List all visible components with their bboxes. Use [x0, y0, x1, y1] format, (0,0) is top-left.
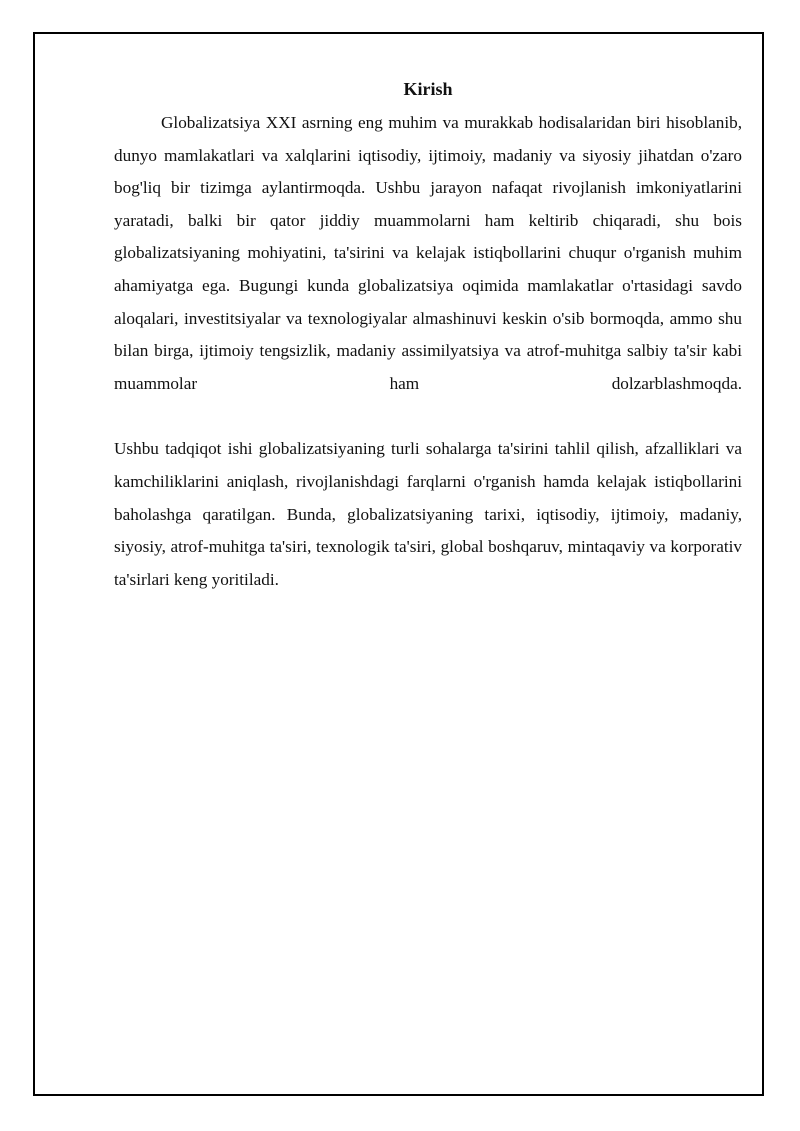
paragraph-spacer [114, 400, 742, 433]
document-body [114, 72, 742, 596]
document-title: Kirish [403, 79, 453, 99]
paragraph-research-aim: Ushbu tadqiqot ishi globalizatsiyaning turli sohalarga ta'sirini tahlil qilish, afzalliklari va kamchiliklarini aniqlash, rivojlanishdagi farqlarni o'rganish hamda kelajak istiqbollarini baholashga qaratilgan. Bunda, globalizatsiyaning tarixi, iqtisodiy, ijtimoiy, madaniy, siyosiy, atrof-muhitga ta'siri, texnologik ta'siri, global boshqaruv, mintaqaviy va korporativ ta'sirlari keng yoritiladi. [114, 439, 742, 589]
paragraph-intro: Globalizatsiya XXI asrning eng muhim va murakkab hodisalaridan biri hisoblanib, dunyo mamlakatlari va xalqlarini iqtisodiy, ijtimoiy, madaniy va siyosiy jihatdan o'zaro bog'liq bir tizimga aylantirmoqda. Ushbu jarayon nafaqat rivojlanish imkoniyatlarini yaratadi, balki bir qator jiddiy muammolarni ham keltirib chiqaradi, shu bois globalizatsiyaning mohiyatini, ta'sirini va kelajak istiqbollarini chuqur o'rganish muhim ahamiyatga ega. Bugungi kunda globalizatsiya oqimida mamlakatlar o'rtasidagi savdo aloqalari, investitsiyalar va texnologiyalar almashinuvi keskin o'sib bormoqda, ammo shu bilan birga, ijtimoiy tengsizlik, madaniy assimilyatsiya va atrof-muhitga salbiy ta'sir kabi muammolar ham dolzarblashmoqda. [114, 113, 742, 393]
